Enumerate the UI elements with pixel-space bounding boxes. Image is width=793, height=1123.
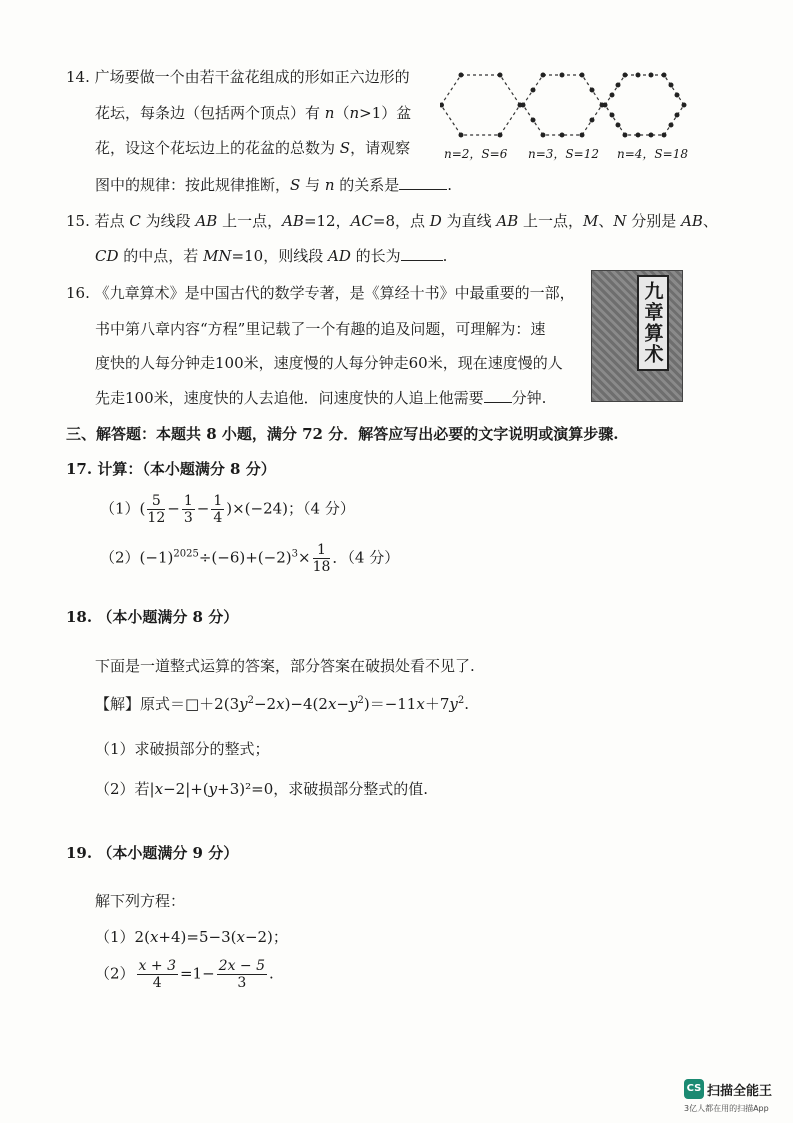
- q18-intro: 下面是一道整式运算的答案，部分答案在破损处看不见了.: [95, 657, 475, 675]
- q14-line-1: 14. 广场要做一个由若干盆花组成的形如正六边形的: [66, 68, 410, 86]
- q18-solution: 【解】原式$=□+2(3y^2-2x)-4(2x-y^2)=-11x+7y^2$.: [95, 695, 470, 713]
- q17-part-2: $(2)(-1)^{2025}\div(-6)+(-2)^3\times$ $\frac{1}{18}$ ．（4 分）: [100, 542, 400, 575]
- q17-title: 17. 计算：（本小题满分 8 分）: [66, 460, 276, 478]
- q16-line-3: 度快的人每分钟走100米，速度慢的人每分钟走60米，现在速度慢的人: [95, 354, 563, 372]
- q16-line-2: 书中第八章内容“方程”里记载了一个有趣的追及问题，可理解为：速: [95, 320, 546, 338]
- q15-answer-blank[interactable]: [401, 246, 443, 261]
- hexagon-n2-pots: [440, 73, 523, 138]
- q17-part-1: （1）( $\frac{5}{12}$ − $\frac{1}{3}$ − $\frac{1}{4}$ )×(−24)；（4 分）: [100, 493, 355, 526]
- q14-answer-blank[interactable]: [399, 175, 447, 190]
- q19-title: 19. （本小题满分 9 分）: [66, 844, 239, 862]
- hexagon-n3-pots: [521, 73, 605, 138]
- q14-line-3: 花，设这个花坛边上的花盆的总数为 S，请观察: [95, 139, 411, 157]
- book-title: 九章算术: [637, 275, 669, 371]
- hexagon-n2: [441, 75, 520, 135]
- camscanner-logo-icon: CS: [684, 1079, 704, 1099]
- hexagon-n4-pots: [603, 73, 687, 138]
- hexagon-caption-2: n=3，S=12: [528, 147, 599, 161]
- hexagon-n3: [523, 75, 602, 135]
- q16-answer-blank[interactable]: [484, 388, 512, 403]
- q18-title: 18. （本小题满分 8 分）: [66, 608, 239, 626]
- jiuzhang-suanshu-book-image: [591, 270, 683, 402]
- q19-part-1: （1）2(x+4)=5−3(x−2)；: [95, 928, 288, 946]
- q18-part-1: （1）求破损部分的整式；: [95, 740, 270, 758]
- camscanner-watermark: [684, 1079, 773, 1113]
- hexagon-flower-diagrams: [440, 65, 690, 145]
- camscanner-name: 扫描全能王: [707, 1083, 773, 1099]
- q18-part-2: （2）若|x−2|+(y+3)²=0，求破损部分整式的值.: [95, 780, 429, 798]
- hexagon-caption-1: n=2，S=6: [444, 147, 508, 161]
- q19-intro: 解下列方程：: [95, 892, 186, 910]
- section-3-heading: 三、解答题：本题共 8 小题，满分 72 分．解答应写出必要的文字说明或演算步骤.: [66, 425, 619, 443]
- q19-part-2: （2） $\frac{x + 3}{4}$ =1− $\frac{2x - 5}{3}$ .: [95, 958, 274, 991]
- q14-line-4: 图中的规律：按此规律推断，S 与 n 的关系是 .: [95, 176, 453, 194]
- q15-line-2: CD 的中点，若 MN=10，则线段 AD 的长为 .: [95, 247, 448, 265]
- hexagon-caption-3: n=4，S=18: [617, 147, 688, 161]
- q16-line-1: 16. 《九章算术》是中国古代的数学专著，是《算经十书》中最重要的一部，: [66, 284, 575, 302]
- q15-line-1: 15. 若点 C 为线段 AB 上一点，AB=12，AC=8，点 D 为直线 AB 上一点，M、N 分别是 AB、: [66, 212, 718, 230]
- q16-line-4: 先走100米，速度快的人去追他．问速度快的人追上他需要 分钟.: [95, 389, 547, 407]
- q14-line-2: 花坛，每条边（包括两个顶点）有 n（n>1）盆: [95, 104, 412, 122]
- camscanner-tagline: 3亿人都在用的扫描App: [684, 1104, 769, 1113]
